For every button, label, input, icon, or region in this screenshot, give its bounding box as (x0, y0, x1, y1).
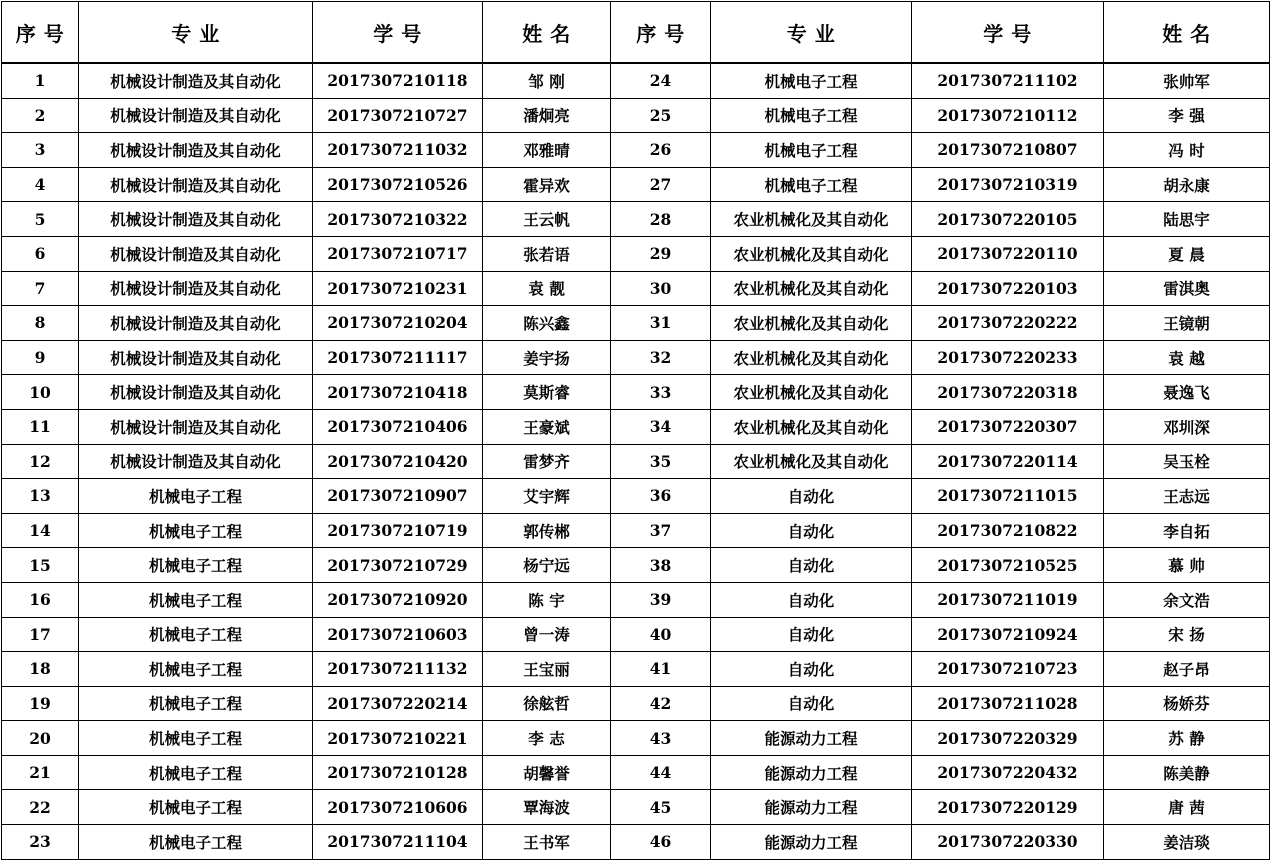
cell-index: 6 (2, 236, 79, 271)
cell-index: 11 (2, 409, 79, 444)
cell-name: 吴玉栓 (1104, 444, 1270, 479)
cell-index: 33 (611, 375, 711, 410)
cell-student-id: 2017307220318 (912, 375, 1104, 410)
cell-index: 22 (2, 790, 79, 825)
cell-major: 农业机械化及其自动化 (711, 375, 912, 410)
table-row (2, 825, 1270, 860)
cell-student-id: 2017307220105 (912, 202, 1104, 237)
cell-index: 44 (611, 755, 711, 790)
table-row (2, 652, 1270, 687)
cell-major: 农业机械化及其自动化 (711, 444, 912, 479)
cell-student-id: 2017307220307 (912, 409, 1104, 444)
table-row (2, 202, 1270, 237)
cell-major: 自动化 (711, 582, 912, 617)
cell-index: 42 (611, 686, 711, 721)
cell-name: 王豪斌 (483, 409, 611, 444)
table-row (2, 63, 1270, 98)
cell-name: 李自拓 (1104, 513, 1270, 548)
cell-major: 自动化 (711, 513, 912, 548)
cell-student-id: 2017307210723 (912, 652, 1104, 687)
cell-index: 2 (2, 98, 79, 133)
cell-student-id: 2017307211032 (313, 133, 483, 168)
cell-index: 7 (2, 271, 79, 306)
cell-name: 赵子昂 (1104, 652, 1270, 687)
cell-major: 能源动力工程 (711, 755, 912, 790)
cell-student-id: 2017307210719 (313, 513, 483, 548)
cell-student-id: 2017307210118 (313, 63, 483, 98)
cell-major: 机械电子工程 (79, 479, 313, 514)
cell-name: 冯 时 (1104, 133, 1270, 168)
cell-student-id: 2017307210204 (313, 306, 483, 341)
cell-index: 4 (2, 167, 79, 202)
cell-student-id: 2017307220222 (912, 306, 1104, 341)
cell-student-id: 2017307220233 (912, 340, 1104, 375)
table-row (2, 167, 1270, 202)
cell-index: 27 (611, 167, 711, 202)
cell-student-id: 2017307220330 (912, 825, 1104, 860)
cell-student-id: 2017307210603 (313, 617, 483, 652)
header-major: 专 业 (711, 2, 912, 64)
table-row (2, 548, 1270, 583)
cell-student-id: 2017307220214 (313, 686, 483, 721)
cell-name: 邓雅晴 (483, 133, 611, 168)
table-body (2, 63, 1270, 859)
cell-major: 机械电子工程 (711, 63, 912, 98)
cell-name: 邓圳深 (1104, 409, 1270, 444)
table-row (2, 236, 1270, 271)
cell-student-id: 2017307210924 (912, 617, 1104, 652)
cell-major: 农业机械化及其自动化 (711, 271, 912, 306)
table-row (2, 686, 1270, 721)
cell-name: 王宝丽 (483, 652, 611, 687)
cell-major: 机械电子工程 (79, 686, 313, 721)
table-row (2, 271, 1270, 306)
cell-student-id: 2017307210822 (912, 513, 1104, 548)
table-row (2, 306, 1270, 341)
cell-name: 莫斯睿 (483, 375, 611, 410)
cell-index: 36 (611, 479, 711, 514)
cell-major: 机械设计制造及其自动化 (79, 306, 313, 341)
cell-major: 机械电子工程 (79, 582, 313, 617)
table-row (2, 98, 1270, 133)
cell-index: 10 (2, 375, 79, 410)
cell-index: 13 (2, 479, 79, 514)
cell-name: 姜洁琰 (1104, 825, 1270, 860)
cell-index: 30 (611, 271, 711, 306)
cell-student-id: 2017307211132 (313, 652, 483, 687)
cell-name: 邹 刚 (483, 63, 611, 98)
cell-name: 覃海波 (483, 790, 611, 825)
cell-index: 25 (611, 98, 711, 133)
cell-student-id: 2017307210807 (912, 133, 1104, 168)
cell-index: 12 (2, 444, 79, 479)
table-header (2, 2, 1270, 64)
cell-name: 夏 晨 (1104, 236, 1270, 271)
cell-major: 机械设计制造及其自动化 (79, 167, 313, 202)
cell-name: 徐舷哲 (483, 686, 611, 721)
cell-student-id: 2017307210221 (313, 721, 483, 756)
cell-index: 35 (611, 444, 711, 479)
cell-name: 郭传郴 (483, 513, 611, 548)
cell-major: 自动化 (711, 479, 912, 514)
cell-name: 杨宁远 (483, 548, 611, 583)
cell-name: 霍异欢 (483, 167, 611, 202)
cell-name: 唐 茜 (1104, 790, 1270, 825)
cell-name: 曾一涛 (483, 617, 611, 652)
cell-name: 雷梦齐 (483, 444, 611, 479)
cell-major: 机械电子工程 (79, 755, 313, 790)
cell-name: 王镜朝 (1104, 306, 1270, 341)
cell-index: 32 (611, 340, 711, 375)
cell-name: 雷淇奥 (1104, 271, 1270, 306)
cell-major: 自动化 (711, 652, 912, 687)
cell-major: 机械设计制造及其自动化 (79, 340, 313, 375)
cell-name: 张帅军 (1104, 63, 1270, 98)
table-row (2, 133, 1270, 168)
cell-major: 自动化 (711, 548, 912, 583)
cell-student-id: 2017307210418 (313, 375, 483, 410)
cell-major: 机械电子工程 (79, 617, 313, 652)
table-row (2, 617, 1270, 652)
cell-major: 农业机械化及其自动化 (711, 409, 912, 444)
cell-student-id: 2017307210525 (912, 548, 1104, 583)
cell-index: 19 (2, 686, 79, 721)
cell-major: 农业机械化及其自动化 (711, 236, 912, 271)
cell-name: 潘炯亮 (483, 98, 611, 133)
header-index: 序 号 (2, 2, 79, 64)
cell-student-id: 2017307210231 (313, 271, 483, 306)
cell-major: 机械电子工程 (711, 98, 912, 133)
cell-name: 胡馨誉 (483, 755, 611, 790)
cell-name: 王云帆 (483, 202, 611, 237)
cell-major: 农业机械化及其自动化 (711, 340, 912, 375)
cell-student-id: 2017307210322 (313, 202, 483, 237)
student-roster-table (1, 1, 1270, 860)
cell-student-id: 2017307220129 (912, 790, 1104, 825)
cell-index: 3 (2, 133, 79, 168)
cell-name: 陈美静 (1104, 755, 1270, 790)
header-index: 序 号 (611, 2, 711, 64)
cell-student-id: 2017307220329 (912, 721, 1104, 756)
cell-major: 机械设计制造及其自动化 (79, 236, 313, 271)
cell-name: 聂逸飞 (1104, 375, 1270, 410)
cell-major: 机械设计制造及其自动化 (79, 63, 313, 98)
cell-name: 陆思宇 (1104, 202, 1270, 237)
cell-index: 39 (611, 582, 711, 617)
cell-student-id: 2017307220110 (912, 236, 1104, 271)
cell-student-id: 2017307210727 (313, 98, 483, 133)
cell-student-id: 2017307210920 (313, 582, 483, 617)
cell-index: 26 (611, 133, 711, 168)
cell-name: 陈 宇 (483, 582, 611, 617)
table-row (2, 444, 1270, 479)
cell-index: 37 (611, 513, 711, 548)
table-row (2, 479, 1270, 514)
cell-student-id: 2017307210128 (313, 755, 483, 790)
cell-student-id: 2017307211102 (912, 63, 1104, 98)
cell-index: 31 (611, 306, 711, 341)
cell-name: 苏 静 (1104, 721, 1270, 756)
table-row (2, 375, 1270, 410)
cell-name: 陈兴鑫 (483, 306, 611, 341)
cell-student-id: 2017307220432 (912, 755, 1104, 790)
cell-major: 自动化 (711, 686, 912, 721)
table-row (2, 582, 1270, 617)
cell-major: 机械设计制造及其自动化 (79, 271, 313, 306)
cell-major: 机械电子工程 (79, 790, 313, 825)
cell-index: 29 (611, 236, 711, 271)
cell-index: 46 (611, 825, 711, 860)
cell-index: 45 (611, 790, 711, 825)
cell-major: 机械设计制造及其自动化 (79, 444, 313, 479)
cell-student-id: 2017307210717 (313, 236, 483, 271)
cell-student-id: 2017307210606 (313, 790, 483, 825)
table-row (2, 409, 1270, 444)
cell-name: 袁 靓 (483, 271, 611, 306)
cell-student-id: 2017307211019 (912, 582, 1104, 617)
cell-student-id: 2017307211117 (313, 340, 483, 375)
cell-name: 姜宇扬 (483, 340, 611, 375)
cell-index: 23 (2, 825, 79, 860)
cell-index: 18 (2, 652, 79, 687)
cell-index: 14 (2, 513, 79, 548)
table-row (2, 755, 1270, 790)
cell-major: 机械电子工程 (79, 548, 313, 583)
cell-major: 机械电子工程 (79, 513, 313, 548)
cell-major: 农业机械化及其自动化 (711, 202, 912, 237)
cell-student-id: 2017307210420 (313, 444, 483, 479)
cell-index: 8 (2, 306, 79, 341)
cell-index: 9 (2, 340, 79, 375)
cell-name: 慕 帅 (1104, 548, 1270, 583)
cell-major: 能源动力工程 (711, 721, 912, 756)
cell-index: 24 (611, 63, 711, 98)
cell-major: 机械设计制造及其自动化 (79, 375, 313, 410)
cell-index: 16 (2, 582, 79, 617)
cell-index: 17 (2, 617, 79, 652)
cell-name: 李 强 (1104, 98, 1270, 133)
table-row (2, 721, 1270, 756)
cell-name: 王书军 (483, 825, 611, 860)
header-major: 专 业 (79, 2, 313, 64)
table-row (2, 340, 1270, 375)
cell-major: 能源动力工程 (711, 790, 912, 825)
cell-major: 自动化 (711, 617, 912, 652)
cell-index: 38 (611, 548, 711, 583)
header-name: 姓 名 (1104, 2, 1270, 64)
cell-major: 机械设计制造及其自动化 (79, 202, 313, 237)
cell-name: 李 志 (483, 721, 611, 756)
table-row (2, 513, 1270, 548)
cell-student-id: 2017307211015 (912, 479, 1104, 514)
cell-major: 机械电子工程 (79, 721, 313, 756)
cell-index: 40 (611, 617, 711, 652)
cell-index: 1 (2, 63, 79, 98)
cell-index: 34 (611, 409, 711, 444)
cell-student-id: 2017307210406 (313, 409, 483, 444)
cell-name: 宋 扬 (1104, 617, 1270, 652)
cell-major: 能源动力工程 (711, 825, 912, 860)
cell-student-id: 2017307210907 (313, 479, 483, 514)
header-student-id: 学 号 (912, 2, 1104, 64)
cell-major: 机械电子工程 (79, 825, 313, 860)
cell-index: 41 (611, 652, 711, 687)
cell-name: 杨娇芬 (1104, 686, 1270, 721)
cell-student-id: 2017307210112 (912, 98, 1104, 133)
cell-index: 15 (2, 548, 79, 583)
cell-student-id: 2017307211028 (912, 686, 1104, 721)
cell-major: 机械设计制造及其自动化 (79, 133, 313, 168)
cell-name: 胡永康 (1104, 167, 1270, 202)
cell-student-id: 2017307220114 (912, 444, 1104, 479)
cell-index: 5 (2, 202, 79, 237)
cell-index: 21 (2, 755, 79, 790)
cell-major: 机械设计制造及其自动化 (79, 98, 313, 133)
cell-index: 43 (611, 721, 711, 756)
cell-student-id: 2017307211104 (313, 825, 483, 860)
cell-student-id: 2017307220103 (912, 271, 1104, 306)
header-student-id: 学 号 (313, 2, 483, 64)
cell-name: 艾宇辉 (483, 479, 611, 514)
cell-major: 机械电子工程 (79, 652, 313, 687)
cell-index: 28 (611, 202, 711, 237)
cell-index: 20 (2, 721, 79, 756)
cell-name: 袁 越 (1104, 340, 1270, 375)
cell-student-id: 2017307210319 (912, 167, 1104, 202)
table-row (2, 790, 1270, 825)
cell-student-id: 2017307210526 (313, 167, 483, 202)
cell-major: 农业机械化及其自动化 (711, 306, 912, 341)
header-name: 姓 名 (483, 2, 611, 64)
header-row (2, 2, 1270, 64)
cell-major: 机械电子工程 (711, 167, 912, 202)
cell-student-id: 2017307210729 (313, 548, 483, 583)
cell-major: 机械设计制造及其自动化 (79, 409, 313, 444)
cell-major: 机械电子工程 (711, 133, 912, 168)
cell-name: 王志远 (1104, 479, 1270, 514)
cell-name: 余文浩 (1104, 582, 1270, 617)
cell-name: 张若语 (483, 236, 611, 271)
